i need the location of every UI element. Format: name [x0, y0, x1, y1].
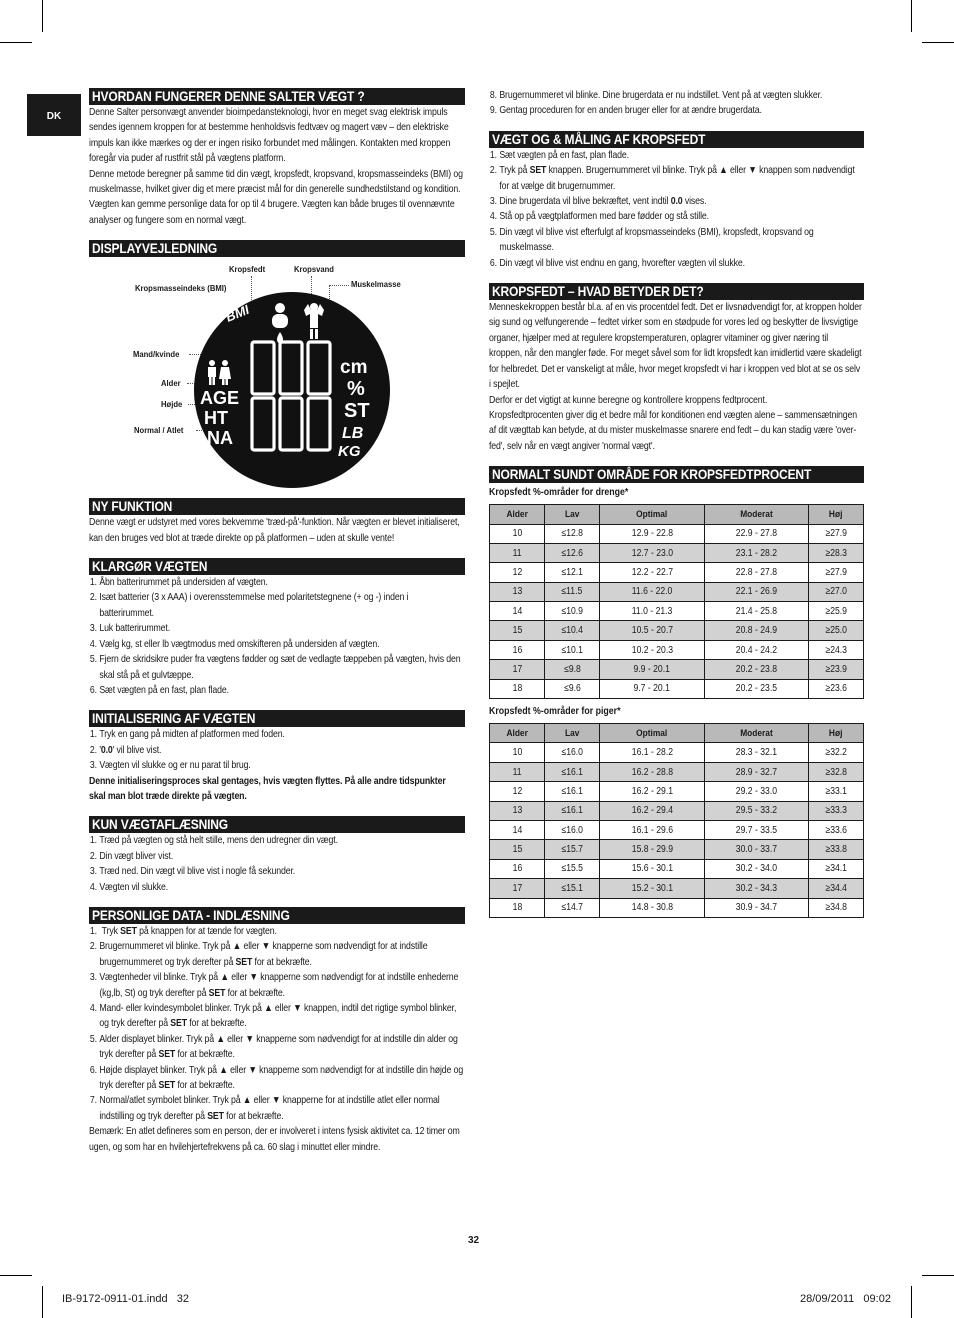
down-arrow-icon: ▼: [261, 941, 271, 953]
table-cell: ≥34.8: [808, 898, 863, 917]
section-weigh-fat: [489, 131, 864, 271]
crop-mark: [911, 1286, 912, 1318]
column-header: Moderat: [704, 505, 808, 524]
table-cell: 15: [490, 840, 545, 859]
unit-kg: KG: [338, 443, 361, 461]
table-cell: 10: [490, 743, 545, 762]
column-header: Optimal: [600, 505, 704, 524]
table-row: [490, 660, 864, 679]
table-cell: ≥34.1: [808, 859, 863, 878]
table-cell: 11: [490, 543, 545, 562]
section-heading: INITIALISERING AF VÆGTEN: [89, 710, 465, 727]
paragraph: Menneskekroppen består bl.a. af en vis procentdel fedt. Det er livsnødvendigt for, at kroppen holder sig sund og velfungerende – fedtet virker som en stødpude for vores led og beskytter de livsvigtige organer, hjælper med at regulere kropstemperaturen, oplagrer vitaminer og giver næring til kroppen, når den mangler føde. For meget såvel som for lidt kropsfedt kan imidlertid være skadeligt for helbredet. Det er vanskeligt at måle, hvor meget kropsfedt vi har i kroppen ved blot at se os selv i spejlet.: [489, 302, 862, 391]
table-cell: 22.8 - 27.8: [704, 563, 808, 582]
table-cell: 15.6 - 30.1: [600, 859, 704, 878]
height-indicator: HT: [204, 408, 228, 429]
age-indicator: AGE: [200, 388, 240, 409]
table-cell: 18: [490, 898, 545, 917]
list-item: 1. Tryk SET på knappen for at tænde for vægten.: [89, 925, 277, 937]
table-cell: ≤12.6: [545, 543, 600, 562]
table-cell: ≥28.3: [808, 543, 863, 562]
table-cell: 13: [490, 801, 545, 820]
label-kropsfedt: Kropsfedt: [229, 264, 266, 275]
column-header: Lav: [545, 505, 600, 524]
table-cell: 10.5 - 20.7: [600, 621, 704, 640]
table-row: [490, 543, 864, 562]
crop-mark: [922, 1275, 954, 1276]
section-body-fat-meaning: [489, 283, 864, 454]
table-cell: 30.0 - 33.7: [704, 840, 808, 859]
paragraph: Denne metode beregner på samme tid din vægt, kropsfedt, kropsvand, kropsmasseindeks (BMI) og muskelmasse, hvilket giver dig et mere præcist mål for din generelle sundhedstilstand og kondition. Vægten kan gemme personlige data for op til 4 brugere. Vægten kan både bruges til ovennævnte analyser og fungere som en normal vægt.: [89, 168, 463, 226]
column-header: Optimal: [600, 724, 704, 743]
crop-mark: [922, 42, 954, 43]
table-cell: ≤16.1: [545, 762, 600, 781]
table-header-row: [490, 505, 864, 524]
girls-fat-table: [489, 723, 864, 918]
up-arrow-icon: ▲: [719, 165, 728, 177]
table-cell: 17: [490, 660, 545, 679]
unit-lb: LB: [342, 425, 364, 443]
athlete-indicator: NA: [207, 428, 233, 449]
table-cell: 11.6 - 22.0: [600, 582, 704, 601]
table-cell: ≤10.9: [545, 602, 600, 621]
table-cell: 12.2 - 22.7: [600, 563, 704, 582]
table-cell: ≥33.8: [808, 840, 863, 859]
list-item: 3. Luk batterirummet.: [89, 623, 171, 635]
list-item: 7. Normal/atlet symbolet blinker. Tryk på ▲ eller ▼ knapperne for at indstille atlet eller normal indstilling og tryk derefter på SET for at bekræfte.: [89, 1095, 440, 1122]
section-new-function: [89, 498, 465, 546]
up-arrow-icon: ▲: [220, 972, 229, 984]
table-cell: 13: [490, 582, 545, 601]
table-cell: 10: [490, 524, 545, 543]
table-cell: 14.8 - 30.8: [600, 898, 704, 917]
table-row: [490, 582, 864, 601]
section-heading: NY FUNKTION: [89, 498, 465, 515]
column-header: Alder: [490, 505, 545, 524]
down-arrow-icon: ▼: [245, 1033, 254, 1045]
table-cell: 18: [490, 679, 545, 698]
list-item: 4. Mand- eller kvindesymbolet blinker. Tryk på ▲ eller ▼ knappen, indtil det rigtige symbol blinker, og tryk derefter på SET for at bekræfte.: [89, 1003, 457, 1030]
table-cell: ≥32.8: [808, 762, 863, 781]
list-item: 4. Vægten vil slukke.: [89, 881, 169, 893]
table-row: [490, 801, 864, 820]
table-cell: ≤15.5: [545, 859, 600, 878]
left-column: [89, 88, 465, 1155]
table-cell: ≤11.5: [545, 582, 600, 601]
table-cell: ≥23.9: [808, 660, 863, 679]
table-cell: 20.4 - 24.2: [704, 640, 808, 659]
table-row: [490, 602, 864, 621]
paragraph: Denne Salter personvægt anvender bioimpedansteknologi, hvor en meget svag elektrisk impuls sendes igennem kroppen for at bestemme henholdsvis fedtvæv og magert væv – den elektriske impuls kan ikke mærkes og der er ingen risiko forbundet med målingen. Kontakten med kroppen foregår via puder af rustfrit stål på vægtens platform.: [89, 107, 451, 165]
crop-mark: [0, 1275, 32, 1276]
table-cell: 16.2 - 28.8: [600, 762, 704, 781]
table-cell: 16.2 - 29.1: [600, 782, 704, 801]
table-cell: 23.1 - 28.2: [704, 543, 808, 562]
list-item: 3. Træd ned. Din vægt vil blive vist i nogle få sekunder.: [89, 866, 296, 878]
table-cell: 30.2 - 34.0: [704, 859, 808, 878]
table-cell: 16: [490, 640, 545, 659]
table-row: [490, 820, 864, 839]
table-cell: 16: [490, 859, 545, 878]
table-row: [490, 640, 864, 659]
table-cell: 15.2 - 30.1: [600, 879, 704, 898]
list-item: 6. Din vægt vil blive vist endnu en gang, hvorefter vægten vil slukke.: [489, 257, 745, 269]
unit-st: ST: [344, 400, 370, 423]
list-item: 4. Stå op på vægtplatformen med bare fødder og stå stille.: [489, 211, 709, 223]
table-cell: 28.3 - 32.1: [704, 743, 808, 762]
table-cell: ≥32.2: [808, 743, 863, 762]
section-how-it-works: [89, 88, 465, 228]
crop-mark: [0, 42, 32, 43]
section-weight-only: [89, 816, 465, 895]
table-cell: 22.9 - 27.8: [704, 524, 808, 543]
list-item: 2. Isæt batterier (3 x AAA) i overensstemmelse med polaritetstegnene (+ og -) inden i batterirummet.: [89, 592, 409, 619]
table-cell: 29.5 - 33.2: [704, 801, 808, 820]
down-arrow-icon: ▼: [748, 165, 757, 177]
table-cell: ≤10.4: [545, 621, 600, 640]
table-cell: 17: [490, 879, 545, 898]
table-cell: 11: [490, 762, 545, 781]
up-arrow-icon: ▲: [216, 1033, 225, 1045]
footer-filename: IB-9172-0911-01.indd 32: [62, 1293, 189, 1305]
label-athlete: Normal / Atlet: [134, 425, 184, 436]
table-cell: 29.2 - 33.0: [704, 782, 808, 801]
table-cell: 14: [490, 602, 545, 621]
table-cell: ≤14.7: [545, 898, 600, 917]
paragraph: Kropsfedtprocenten giver dig et bedre mål for konditionen end vægten alene – sammensætningen af dit vægttab kan betyde, at du mister muskelmasse snarere end fedt – du kan stadig være 'over-fed', selv når en vægt angiver 'normal vægt'.: [489, 409, 858, 452]
list-item: 6. Højde displayet blinker. Tryk på ▲ eller ▼ knapperne som nødvendigt for at indstille din højde og tryk derefter på SET for at bekræfte.: [89, 1064, 464, 1092]
list-item: 2. '0.0' vil blive vist.: [89, 744, 162, 756]
table-cell: ≥33.3: [808, 801, 863, 820]
table-cell: ≤10.1: [545, 640, 600, 659]
label-gender: Mand/kvinde: [133, 349, 180, 360]
table-cell: 20.2 - 23.5: [704, 679, 808, 698]
table-cell: ≥27.9: [808, 563, 863, 582]
crop-mark: [911, 0, 912, 32]
section-heading: VÆGT OG & MÅLING AF KROPSFEDT: [489, 131, 864, 148]
list-item: 3. Dine brugerdata vil blive bekræftet, vent indtil 0.0 vises.: [489, 196, 707, 208]
table-cell: ≤16.1: [545, 782, 600, 801]
down-arrow-icon: ▼: [248, 1064, 257, 1076]
table-row: [490, 563, 864, 582]
list-item: 5. Din vægt vil blive vist efterfulgt af kropsmasseindeks (BMI), kropsfedt, kropsvand og muskelmasse.: [489, 226, 814, 254]
table-cell: 30.9 - 34.7: [704, 898, 808, 917]
table-cell: 16.1 - 28.2: [600, 743, 704, 762]
table-row: [490, 621, 864, 640]
up-arrow-icon: ▲: [232, 941, 242, 953]
page-number: 32: [468, 1235, 480, 1246]
table-cell: 16.1 - 29.6: [600, 820, 704, 839]
section-heading: DISPLAYVEJLEDNING: [89, 240, 465, 257]
table-cell: 28.9 - 32.7: [704, 762, 808, 781]
list-item: 1. Tryk en gang på midten af platformen med foden.: [89, 729, 285, 741]
list-item: 1. Sæt vægten på en fast, plan flade.: [489, 149, 629, 161]
up-arrow-icon: ▲: [242, 1095, 252, 1107]
label-bmi: Kropsmasseindeks (BMI): [135, 283, 227, 294]
table-cell: ≤15.1: [545, 879, 600, 898]
table-cell: ≥24.3: [808, 640, 863, 659]
table-cell: ≥33.6: [808, 820, 863, 839]
crop-mark: [42, 1286, 43, 1318]
table-cell: 12: [490, 782, 545, 801]
column-header: Alder: [490, 724, 545, 743]
table-cell: 20.8 - 24.9: [704, 621, 808, 640]
table-cell: ≥34.4: [808, 879, 863, 898]
table-cell: ≥25.9: [808, 602, 863, 621]
section-display-guide: [89, 240, 465, 489]
note: Bemærk: En atlet defineres som en person, der er involveret i intens fysisk aktivitet ca. 12 timer om ugen, og som har en hvilehjertefrekvens på ca. 60 slag i minuttet eller mindre.: [89, 1126, 460, 1153]
list-item: 5. Alder displayet blinker. Tryk på ▲ eller ▼ knapperne som nødvendigt for at indstille din alder og tryk derefter på SET for at bekræfte.: [89, 1033, 458, 1061]
down-arrow-icon: ▼: [293, 1003, 302, 1014]
table-row: [490, 762, 864, 781]
column-header: Moderat: [704, 724, 808, 743]
paragraph: Derfor er det vigtigt at kunne beregne og kontrollere kroppens fedtprocent.: [489, 394, 768, 406]
table-row: [490, 859, 864, 878]
label-kropsvand: Kropsvand: [294, 264, 334, 275]
table-cell: ≤12.8: [545, 524, 600, 543]
table-cell: ≤9.8: [545, 660, 600, 679]
list-item: 1. Træd på vægten og stå helt stille, mens den udregner din vægt.: [89, 835, 338, 847]
list-item: 3. Vægtenheder vil blinke. Tryk på ▲ eller ▼ knapperne som nødvendigt for at indstille enhederne (kg,lb, St) og tryk derefter på SET for at bekræfte.: [89, 972, 459, 999]
table-row: [490, 743, 864, 762]
table-cell: 29.7 - 33.5: [704, 820, 808, 839]
girls-table-caption: Kropsfedt %-områder for piger*: [489, 706, 621, 718]
table-row: [490, 782, 864, 801]
column-header: Høj: [808, 505, 863, 524]
table-cell: 15.8 - 29.9: [600, 840, 704, 859]
right-column: [489, 88, 864, 918]
table-cell: 12.7 - 23.0: [600, 543, 704, 562]
note: Denne initialiseringsproces skal gentages, hvis vægten flyttes. På alle andre tidspunkter skal man blot træde direkte på vægten.: [89, 775, 446, 802]
unit-percent: %: [347, 378, 365, 401]
table-row: [490, 879, 864, 898]
table-header-row: [490, 724, 864, 743]
scale-display-icon: [192, 290, 392, 490]
list-item: 4. Vælg kg, st eller lb vægtmodus med omskifteren på undersiden af vægten.: [89, 638, 380, 650]
down-arrow-icon: ▼: [271, 1095, 281, 1107]
table-cell: ≤9.6: [545, 679, 600, 698]
display-diagram: [89, 257, 465, 489]
table-cell: 9.9 - 20.1: [600, 660, 704, 679]
bmi-tag: BMI: [223, 302, 252, 326]
table-cell: ≥23.6: [808, 679, 863, 698]
table-cell: 20.2 - 23.8: [704, 660, 808, 679]
table-cell: 16.2 - 29.4: [600, 801, 704, 820]
column-header: Lav: [545, 724, 600, 743]
section-heading: HVORDAN FUNGERER DENNE SALTER VÆGT ?: [89, 88, 465, 105]
table-cell: 21.4 - 25.8: [704, 602, 808, 621]
column-header: Høj: [808, 724, 863, 743]
table-row: [490, 840, 864, 859]
section-heading: NORMALT SUNDT OMRÅDE FOR KROPSFEDTPROCENT: [489, 466, 864, 483]
section-personal-data: [89, 907, 465, 1155]
table-cell: 15: [490, 621, 545, 640]
table-cell: ≥33.1: [808, 782, 863, 801]
section-prepare: [89, 558, 465, 698]
table-cell: 22.1 - 26.9: [704, 582, 808, 601]
table-row: [490, 898, 864, 917]
boys-table-caption: Kropsfedt %-områder for drenge*: [489, 487, 629, 499]
list-item: 8. Brugernummeret vil blinke. Dine brugerdata er nu indstillet. Vent på at vægten slukker.: [489, 90, 823, 101]
boys-fat-table: [489, 504, 864, 699]
table-cell: ≥27.0: [808, 582, 863, 601]
section-heading: PERSONLIGE DATA - INDLÆSNING: [89, 907, 465, 924]
list-item: 2. Tryk på SET knappen. Brugernummeret vil blinke. Tryk på ▲ eller ▼ knappen som nødvendigt for at vælge dit brugernummer.: [489, 165, 855, 192]
section-healthy-range: [489, 466, 864, 918]
up-arrow-icon: ▲: [264, 1003, 273, 1014]
table-cell: 14: [490, 820, 545, 839]
list-item: 3. Vægten vil slukke og er nu parat til brug.: [89, 760, 251, 772]
label-muskelmasse: Muskelmasse: [351, 279, 401, 290]
list-item: 1. Åbn batterirummet på undersiden af vægten.: [89, 577, 268, 589]
table-cell: ≤15.7: [545, 840, 600, 859]
language-tab: DK: [27, 94, 81, 136]
section-initialise: [89, 710, 465, 804]
table-cell: 12.9 - 22.8: [600, 524, 704, 543]
list-item: 9. Gentag proceduren for en anden bruger eller for at ændre brugerdata.: [489, 105, 762, 117]
table-cell: 10.2 - 20.3: [600, 640, 704, 659]
table-cell: ≥27.9: [808, 524, 863, 543]
table-cell: ≤12.1: [545, 563, 600, 582]
up-arrow-icon: ▲: [219, 1064, 228, 1076]
list-item: 2. Brugernummeret vil blinke. Tryk på ▲ eller ▼ knapperne som nødvendigt for at indstille brugernummeret og tryk derefter på SET for at bekræfte.: [89, 941, 428, 968]
table-cell: 11.0 - 21.3: [600, 602, 704, 621]
label-age: Alder: [161, 378, 181, 389]
table-cell: 12: [490, 563, 545, 582]
list-item: 6. Sæt vægten på en fast, plan flade.: [89, 684, 229, 696]
section-heading: KLARGØR VÆGTEN: [89, 558, 465, 575]
table-cell: ≤16.0: [545, 743, 600, 762]
list-item: 5. Fjern de skridsikre puder fra vægtens fødder og sæt de vedlagte tæppeben på vægten, hvis den skal stå på et gulvtæppe.: [89, 654, 461, 681]
table-row: [490, 679, 864, 698]
paragraph: Denne vægt er udstyret med vores bekvemme 'træd-på'-funktion. Når vægten er blevet initialiseret, kan den bruges ved blot at træde direkte op på platformen – uden at skulle vente!: [89, 517, 460, 544]
footer-timestamp: 28/09/2011 09:02: [800, 1293, 891, 1305]
crop-mark: [42, 0, 43, 32]
table-cell: ≤16.0: [545, 820, 600, 839]
unit-cm: cm: [340, 357, 368, 379]
section-heading: KUN VÆGTAFLÆSNING: [89, 816, 465, 833]
table-row: [490, 524, 864, 543]
label-height: Højde: [161, 399, 183, 410]
table-cell: 30.2 - 34.3: [704, 879, 808, 898]
list-item: 2. Din vægt bliver vist.: [89, 850, 174, 862]
section-heading: KROPSFEDT – HVAD BETYDER DET?: [489, 283, 864, 300]
table-cell: 9.7 - 20.1: [600, 679, 704, 698]
table-cell: ≤16.1: [545, 801, 600, 820]
down-arrow-icon: ▼: [249, 972, 258, 984]
table-cell: ≥25.0: [808, 621, 863, 640]
